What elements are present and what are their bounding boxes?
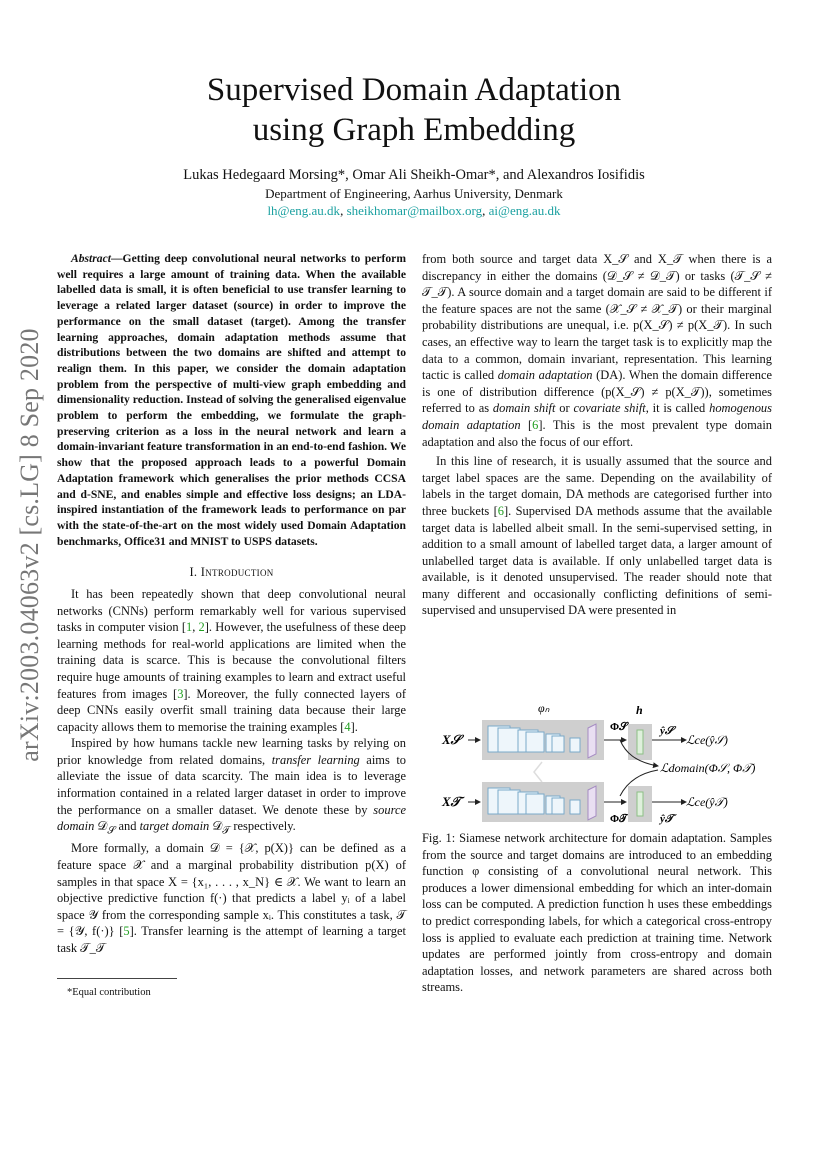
prediction-source-label: ŷ𝒮: [660, 725, 674, 737]
right-paragraph-2: In this line of research, it is usually assumed that the source and target label spaces are the same. Depending on the availability of labels in the target domain, DA methods are categorised further into three buckets [6]. Supervised DA methods assume that the available target data is labelled albeit small. In the semi-supervised setting, in addition to a small amount of labelled target data, a larger amount of unlabelled target data is available. If only unlabelled target data is available, is it denoted unsupervised. The reader should note that many different and occasionally conflicting definitions of semi-supervised and unsupervised DA were presented in: [422, 454, 772, 618]
footnote: *Equal contribution: [67, 987, 151, 998]
left-column: [57, 251, 406, 957]
citation-link[interactable]: 6: [532, 417, 539, 432]
footnote-rule: [57, 978, 177, 979]
author-list: Lukas Hedegaard Morsing*, Omar Ali Sheikh-Omar*, and Alexandros Iosifidis: [183, 167, 645, 183]
citation-link[interactable]: 6: [497, 503, 504, 518]
citation-link[interactable]: 4: [344, 719, 351, 734]
arxiv-stamp: arXiv:2003.04063v2 [cs.LG] 8 Sep 2020: [15, 328, 44, 762]
figure-caption: Fig. 1: Siamese network architecture for domain adaptation. Samples from the source and target domains are introduced to an embedding function φ consisting of a convolutional neural network. This produces a lower dimensional embedding for which an inter-domain loss can be computed. A prediction function h uses these embeddings to predict corresponding labels, for which a categorical cross-entropy loss is applied to evaluate each prediction at training time. Network updates are performed jointly from cross-entropy and domain adaptation losses, and network parameters are shared across both streams.: [422, 831, 772, 995]
input-source-label: X𝒮: [442, 732, 461, 747]
embedding-source-label: Φ𝒮: [610, 721, 628, 733]
citation-link[interactable]: 5: [123, 924, 130, 939]
citation-link[interactable]: 3: [177, 686, 184, 701]
siamese-network-figure: [430, 700, 770, 825]
input-target-label: X𝒯: [442, 794, 461, 809]
email-link-1[interactable]: lh@eng.au.dk: [267, 203, 341, 218]
title-line-1: Supervised Domain Adaptation: [206, 72, 622, 108]
prediction-target-label: ŷ𝒯: [660, 813, 674, 825]
affiliation: Department of Engineering, Aarhus University, Denmark: [265, 186, 563, 201]
paper-title: [0, 70, 828, 150]
loss-source-label: ℒce(ŷ𝒮): [686, 733, 728, 747]
email-link-3[interactable]: ai@eng.au.dk: [488, 203, 561, 218]
abstract: [57, 251, 406, 549]
right-paragraph-1: from both source and target data X_𝒮 and X_𝒯 when there is a discrepancy in either the domains (𝒟_𝒮 ≠ 𝒟_𝒯) or tasks (𝒯_𝒮 ≠ 𝒯_𝒯). A source domain and a target domain are said to be different if the feature spaces are not the same (𝒳_𝒮 ≠ 𝒳_𝒯) or their marginal probability distributions are unequal, i.e. p(X_𝒮) ≠ p(X_𝒯). In such cases, an effective way to learn the target task is to explicitly map the data to a common, domain invariant, representation. This learning tactic is called domain adaptation (DA). When the domain difference is one of distribution difference (p(X_𝒮) ≠ p(X_𝒯)), sometimes referred to as domain shift or covariate shift, it is called homogenous domain adaptation [6]. This is the most prevalent type domain adaptation and also the focus of our effort.: [422, 252, 772, 449]
email-list: lh@eng.au.dk, sheikhomar@mailbox.org, ai@eng.au.dk: [267, 203, 561, 218]
embedding-target-label: Φ𝒯: [610, 813, 628, 825]
citation-link[interactable]: 2: [198, 620, 205, 635]
right-column: [422, 251, 772, 619]
abstract-lead: Abstract: [71, 252, 111, 265]
intro-paragraph-1: It has been repeatedly shown that deep convolutional neural networks (CNNs) perform remarkably well for various supervised tasks in computer vision [1, 2]. However, the usefulness of these deep learning methods for real-world applications are limited when the training data is scarce. This is because the convolutional filters require huge amounts of training examples to learn and extract useful features from images [3]. Moreover, the fully connected layers of deep CNNs easily overfit small training data because their large capacity allows them to memorise the training examples [4].: [57, 586, 406, 734]
section-heading-introduction: [57, 564, 406, 581]
intro-paragraph-2: Inspired by how humans tackle new learning tasks by relying on prior knowledge from related domains, transfer learning aims to alleviate the issue of data scarcity. The main idea is to leverage information contained in a related larger dataset in order to improve the performance on a smaller dataset. We denote these by source domain 𝒟$_𝒮$ and target domain 𝒟$_𝒯$ respectively.: [57, 736, 406, 837]
phi-label: φₙ: [538, 701, 550, 715]
h-label: h: [636, 703, 643, 717]
loss-domain-label: ℒdomain(Φ𝒮, Φ𝒯): [660, 761, 756, 775]
abstract-text: —Getting deep convolutional neural networks to perform well requires a large amount of training data. When the available labelled data is small, it is often beneficial to use transfer learning to leverage a related larger dataset (source) in order to improve the performance on the small dataset (target). Among the transfer learning approaches, domain adaptation methods assume that distributions between the two domains are shifted and attempt to realign them. In this paper, we consider the domain adaptation problem from the perspective of multi-view graph embedding and dimensionality reduction. Instead of solving the generalised eigenvalue problem to perform the embedding, we formulate the graph-preserving criterion as a loss in the neural network and learn a domain-invariant feature transformation in an end-to-end fashion. We show that the proposed approach leads to a powerful Domain Adaptation framework which generalises the prior methods CCSA and d-SNE, and enables simple and effective loss designs; an LDA-inspired instantiation of the framework leads to performance on par with the state-of-the-art on the most widely used Domain Adaptation benchmarks, Office31 and MNIST to USPS datasets.: [57, 252, 406, 548]
section-title: Introduction: [200, 565, 274, 580]
email-link-2[interactable]: sheikhomar@mailbox.org: [346, 203, 483, 218]
title-line-2: using Graph Embedding: [252, 112, 576, 148]
citation-link[interactable]: 1: [185, 620, 193, 635]
intro-paragraph-3: More formally, a domain 𝒟 = {𝒳, p(X)} can be defined as a feature space 𝒳 and a marginal probability distribution p(X) of samples in that space X = {x₁, . . . , x_N} ∈ 𝒳. We want to learn an objective predictive function f(·) that predicts a label yᵢ of a label space 𝒴 from the corresponding sample xᵢ. This constitutes a task, 𝒯 = {𝒴, f(·)} [5]. Transfer learning is the attempt of learning a target task 𝒯_𝒯: [57, 841, 406, 955]
loss-target-label: ℒce(ŷ𝒯): [686, 795, 728, 809]
section-number: I.: [189, 565, 201, 580]
